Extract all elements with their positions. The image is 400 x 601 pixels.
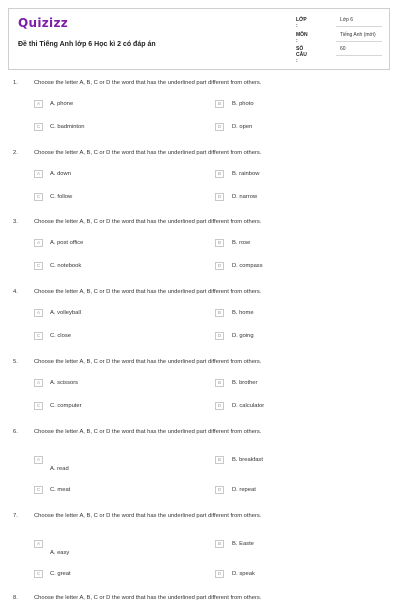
question-text: Choose the letter A, B, C or D the word that has the underlined part different from others.: [34, 219, 262, 225]
question-number: 3.: [13, 219, 18, 225]
option-c-checkbox[interactable]: C: [34, 402, 43, 410]
option-b-text: B. breakfast: [232, 457, 263, 463]
question-number: 4.: [13, 289, 18, 295]
worksheet-header: [8, 8, 390, 70]
question-text: Choose the letter A, B, C or D the word that has the underlined part different from others.: [34, 513, 262, 519]
divider: [336, 55, 382, 56]
option-d-text: D. open: [232, 124, 253, 130]
option-a-text: A. post office: [50, 240, 84, 246]
question-number: 8.: [13, 595, 18, 601]
divider: [336, 41, 382, 42]
meta-count-label: SỐ CÂU :: [296, 46, 307, 64]
meta-subject-label: MÔN :: [296, 32, 308, 44]
question-text: Choose the letter A, B, C or D the word that has the underlined part different from others.: [34, 150, 262, 156]
option-c-text: C. meat: [50, 487, 71, 493]
question-text: Choose the letter A, B, C or D the word that has the underlined part different from others.: [34, 429, 262, 435]
option-d-text: D. repeat: [232, 487, 256, 493]
option-d-checkbox[interactable]: D: [215, 193, 224, 201]
option-d-checkbox[interactable]: D: [215, 332, 224, 340]
quizizz-logo: Quizizz: [18, 16, 69, 30]
option-a-text: A. scissors: [50, 380, 79, 386]
question-text: Choose the letter A, B, C or D the word that has the underlined part different from others.: [34, 289, 262, 295]
option-c-checkbox[interactable]: C: [34, 262, 43, 270]
option-c-text: C. follow: [50, 194, 73, 200]
option-b-checkbox[interactable]: B: [215, 309, 224, 317]
meta-grade-label: LỚP :: [296, 17, 307, 29]
question-text: Choose the letter A, B, C or D the word that has the underlined part different from others.: [34, 595, 262, 601]
option-a-text: A. volleyball: [50, 310, 81, 316]
option-b-text: B. Easte: [232, 541, 254, 547]
option-c-text: C. computer: [50, 403, 82, 409]
meta-subject-value: Tiếng Anh (mới): [340, 32, 376, 38]
option-d-text: D. calculator: [232, 403, 265, 409]
question-number: 2.: [13, 150, 18, 156]
option-b-text: B. photo: [232, 101, 254, 107]
option-b-text: B. brother: [232, 380, 258, 386]
option-d-checkbox[interactable]: D: [215, 486, 224, 494]
option-c-checkbox[interactable]: C: [34, 123, 43, 131]
option-b-checkbox[interactable]: B: [215, 379, 224, 387]
divider: [336, 26, 382, 27]
worksheet-title: Đề thi Tiếng Anh lớp 6 Học kì 2 có đáp án: [18, 41, 156, 48]
option-c-text: C. badminton: [50, 124, 85, 130]
question-number: 1.: [13, 80, 18, 86]
question-number: 6.: [13, 429, 18, 435]
option-c-checkbox[interactable]: C: [34, 570, 43, 578]
option-b-text: B. rainbow: [232, 171, 260, 177]
option-b-checkbox[interactable]: B: [215, 239, 224, 247]
option-c-checkbox[interactable]: C: [34, 486, 43, 494]
option-b-text: B. rose: [232, 240, 251, 246]
option-a-text: A. down: [50, 171, 71, 177]
option-c-text: C. notebook: [50, 263, 82, 269]
option-c-text: C. close: [50, 333, 71, 339]
option-d-checkbox[interactable]: D: [215, 570, 224, 578]
option-b-checkbox[interactable]: B: [215, 100, 224, 108]
question-text: Choose the letter A, B, C or D the word that has the underlined part different from others.: [34, 80, 262, 86]
option-c-checkbox[interactable]: C: [34, 332, 43, 340]
option-a-text: A. read: [50, 466, 69, 472]
option-d-text: D. going: [232, 333, 254, 339]
option-d-checkbox[interactable]: D: [215, 123, 224, 131]
option-d-text: D. narrow: [232, 194, 258, 200]
option-d-checkbox[interactable]: D: [215, 402, 224, 410]
option-b-text: B. home: [232, 310, 254, 316]
option-a-checkbox[interactable]: A: [34, 100, 43, 108]
option-a-text: A. easy: [50, 550, 70, 556]
option-d-checkbox[interactable]: D: [215, 262, 224, 270]
option-b-checkbox[interactable]: B: [215, 540, 224, 548]
question-text: Choose the letter A, B, C or D the word that has the underlined part different from others.: [34, 359, 262, 365]
option-a-checkbox[interactable]: A: [34, 456, 43, 464]
option-a-checkbox[interactable]: A: [34, 239, 43, 247]
option-c-text: C. great: [50, 571, 71, 577]
question-number: 5.: [13, 359, 18, 365]
option-a-checkbox[interactable]: A: [34, 170, 43, 178]
meta-grade-value: Lớp 6: [340, 17, 354, 23]
option-b-checkbox[interactable]: B: [215, 456, 224, 464]
option-d-text: D. compass: [232, 263, 263, 269]
meta-count-value: 60: [340, 46, 346, 52]
option-a-checkbox[interactable]: A: [34, 379, 43, 387]
option-a-text: A. phone: [50, 101, 74, 107]
question-number: 7.: [13, 513, 18, 519]
option-a-checkbox[interactable]: A: [34, 540, 43, 548]
option-b-checkbox[interactable]: B: [215, 170, 224, 178]
option-d-text: D. speak: [232, 571, 255, 577]
option-c-checkbox[interactable]: C: [34, 193, 43, 201]
option-a-checkbox[interactable]: A: [34, 309, 43, 317]
